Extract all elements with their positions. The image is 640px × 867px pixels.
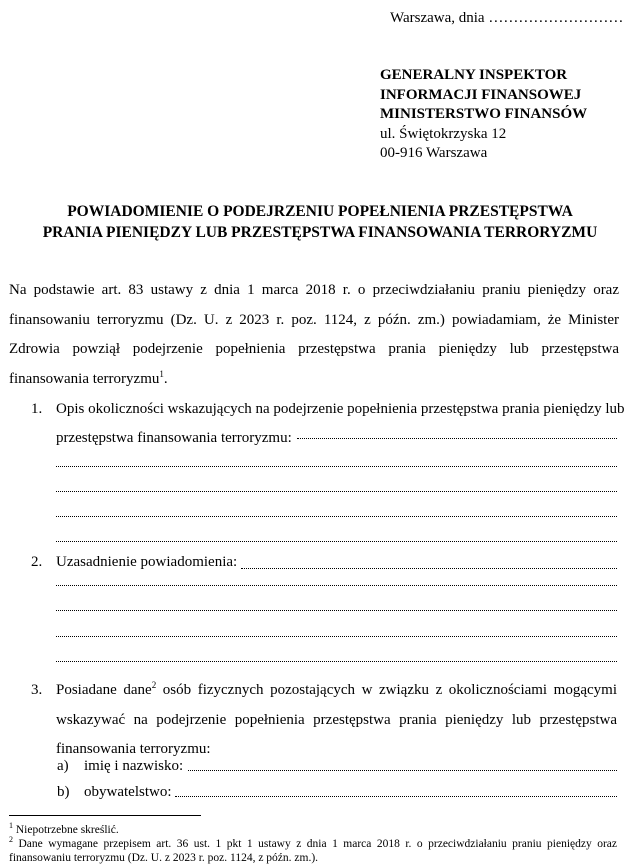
document-title-line2: PRANIA PIENIĘDZY LUB PRZESTĘPSTWA FINANSOWANIA TERRORYZMU — [42, 224, 598, 241]
item-1-line1: Opis okoliczności wskazujących na podejrzenie popełnienia przestępstwa prania pieniędzy lub — [56, 401, 625, 417]
item-1-line2: przestępstwa finansowania terroryzmu: — [56, 430, 292, 446]
item-1-fill-line[interactable] — [56, 465, 617, 467]
footnote-1 — [9, 823, 119, 837]
item-1-fill-line[interactable] — [56, 540, 617, 542]
item-2-fill-line[interactable] — [56, 584, 617, 586]
footnote-2 — [9, 837, 617, 865]
item-1-fill-line[interactable] — [297, 437, 617, 439]
subitem-a-letter: a) — [57, 758, 69, 774]
document-title-line1: POWIADOMIENIE O PODEJRZENIU POPEŁNIENIA PRZESTĘPSTWA — [67, 203, 573, 220]
footnote-1-text: Niepotrzebne skreślić. — [13, 824, 119, 836]
footnote-ref-1: 1 — [159, 368, 164, 379]
subitem-b-letter: b) — [57, 784, 70, 800]
item-2-fill-line[interactable] — [241, 567, 617, 569]
item-1-fill-line[interactable] — [56, 515, 617, 517]
item-3-text-after: osób fizycznych pozostających w związku z okolicznościami mogącymi wskazywać na podejrzenie popełnienia przestępstwa prania pieniędzy lub przestępstwa finansowania terroryzmu: — [56, 682, 617, 757]
item-2-fill-line[interactable] — [56, 660, 617, 662]
item-2-label: Uzasadnienie powiadomienia: — [56, 554, 238, 570]
subitem-a-label: imię i nazwisko: — [84, 758, 184, 774]
item-2-fill-line[interactable] — [56, 635, 617, 637]
footnote-1-ref: 1 — [9, 821, 13, 831]
item-1-fill-line[interactable] — [56, 490, 617, 492]
place-date: Warszawa, dnia ……………………… — [390, 10, 624, 26]
subitem-b-label: obywatelstwo: — [84, 784, 172, 800]
item-1-number: 1. — [31, 401, 43, 417]
intro-paragraph — [9, 276, 619, 394]
item-2-fill-line[interactable] — [56, 609, 617, 611]
recipient-line1: GENERALNY INSPEKTOR — [380, 67, 568, 83]
recipient-line3: MINISTERSTWO FINANSÓW — [380, 106, 588, 122]
item-3-number: 3. — [31, 682, 43, 698]
intro-end: . — [163, 370, 168, 387]
name-fill-line[interactable] — [188, 769, 617, 771]
footnote-separator — [9, 815, 201, 816]
footnote-ref-2: 2 — [151, 680, 157, 690]
citizenship-fill-line[interactable] — [175, 795, 617, 797]
intro-text: Na podstawie art. 83 ustawy z dnia 1 marca 2018 r. o przeciwdziałaniu praniu pieniędzy oraz finansowaniu terroryzmu (Dz. U. z 2023 r. poz. 1124, z późn. zm.) powiadamiam, że Minister Zdrowia powziął podejrzenie popełnienia przestępstwa prania pieniędzy lub przestępstwa finansowania terroryzmu — [9, 282, 619, 387]
footnote-2-ref: 2 — [9, 835, 13, 845]
recipient-city: 00-916 Warszawa — [380, 145, 488, 161]
item-2-number: 2. — [31, 554, 43, 570]
recipient-street: ul. Świętokrzyska 12 — [380, 125, 507, 142]
recipient-line2: INFORMACJI FINANSOWEJ — [380, 86, 582, 103]
recipient-address — [380, 66, 587, 164]
footnote-2-text: Dane wymagane przepisem art. 36 ust. 1 pkt 1 ustawy z dnia 1 marca 2018 r. o przeciwdziałaniu praniu pieniędzy oraz finansowaniu terroryzmu (Dz. U. z 2023 r. poz. 1124, z późn. zm.). — [9, 838, 617, 864]
item-3-text-before: Posiadane dane — [56, 682, 152, 698]
